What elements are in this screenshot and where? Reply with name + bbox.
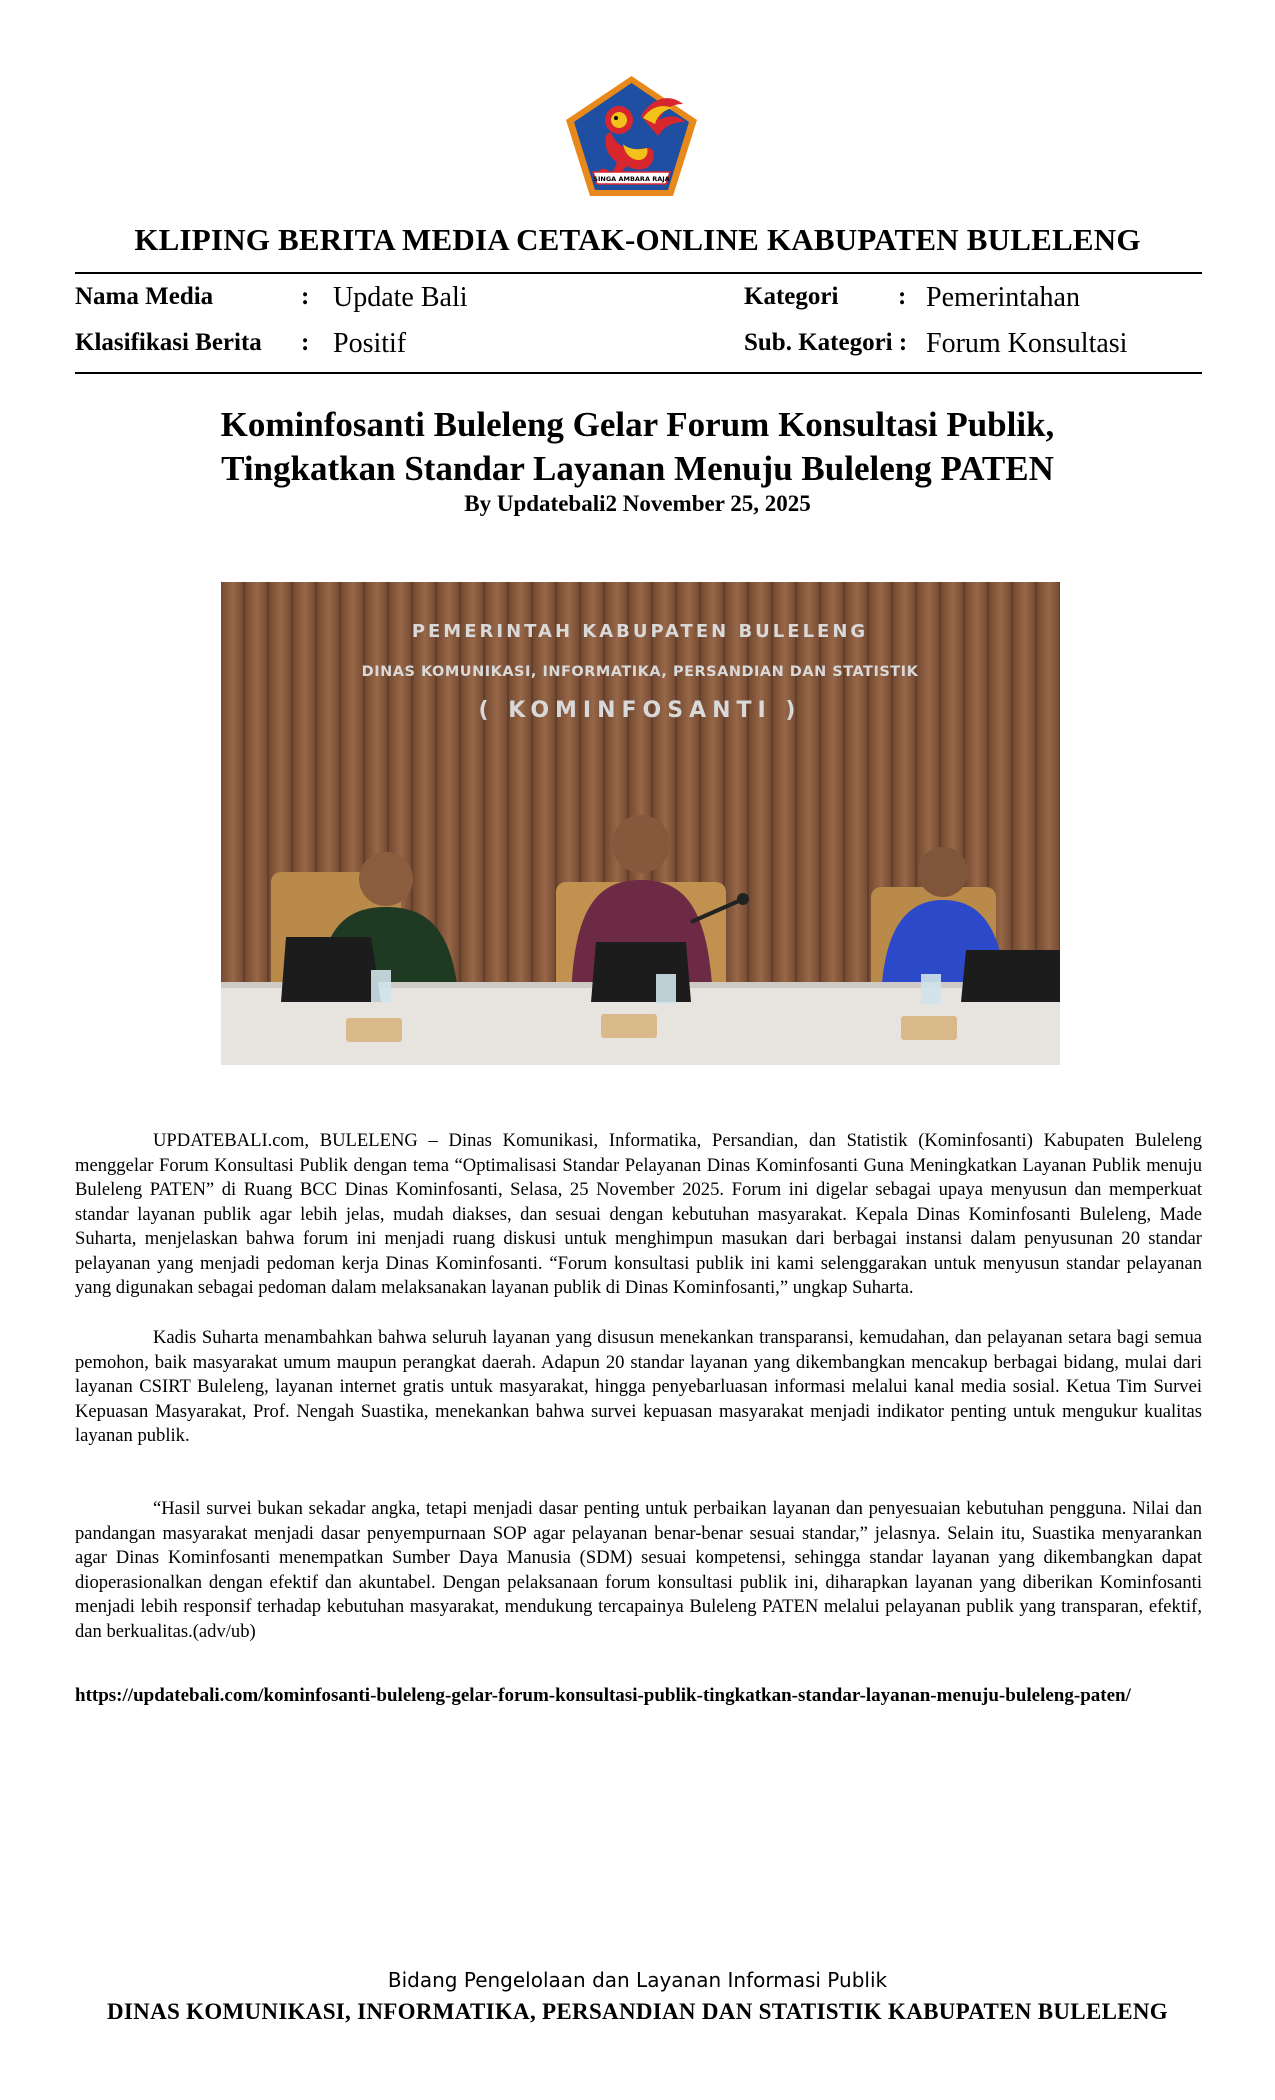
sub-category-value: Forum Konsultasi (926, 328, 1128, 359)
article-paragraph-3: “Hasil survei bukan sekadar angka, tetapi menjadi dasar penting untuk perbaikan layanan dan penyesuaian kebutuhan pengguna. Nilai dan pandangan masyarakat menjadi dasar penyempurnaan SOP agar pelayanan benar-benar sesuai standar,” jelasnya. Selain itu, Suastika menyarankan agar Dinas Kominfosanti menempatkan Sumber Daya Manusia (SDM) sesuai kompetensi, sehingga standar layanan yang dikembangkan dapat dioperasionalkan dengan efektif dan akuntabel. Dengan pelaksanaan forum konsultasi publik ini, diharapkan layanan yang diberikan Kominfosanti menjadi lebih responsif terhadap kebutuhan masyarakat, mendukung tercapainya Buleleng PATEN melalui pelayanan publik yang transparan, efektif, dan berkualitas.(adv/ub) (75, 1498, 1202, 1642)
article-photo (221, 582, 1060, 1065)
emblem-motto: SINGA AMBARA RAJA (593, 175, 670, 183)
category-value: Pemerintahan (926, 282, 1080, 313)
article-byline: By Updatebali2 November 25, 2025 (464, 491, 811, 516)
footer-agency-name: DINAS KOMUNIKASI, INFORMATIKA, PERSANDIAN DAN STATISTIK KABUPATEN BULELENG (107, 1999, 1168, 2024)
article-paragraph-1: UPDATEBALI.com, BULELENG – Dinas Komunikasi, Informatika, Persandian, dan Statistik (Kominfosanti) Kabupaten Buleleng menggelar Forum Konsultasi Publik dengan tema “Optimalisasi Standar Pelayanan Dinas Kominfosanti Guna Meningkatkan Layanan Publik menuju Buleleng PATEN” di Ruang BCC Dinas Kominfosanti, Selasa, 25 November 2025. Forum ini digelar sebagai upaya menyusun dan memperkuat standar layanan publik agar lebih jelas, mudah diakses, dan sesuai dengan kebutuhan masyarakat. Kepala Dinas Kominfosanti Buleleng, Made Suharta, menjelaskan bahwa forum ini menjadi ruang diskusi untuk menghimpun masukan dari berbagai instansi dalam penyusunan 20 standar pelayanan yang menjadi pedoman kerja Dinas Kominfosanti. “Forum konsultasi publik ini kami selenggarakan untuk menyusun standar pelayanan yang digunakan sebagai pedoman dalam melaksanakan layanan publik di Dinas Kominfosanti,” ungkap Suharta. (75, 1130, 1202, 1298)
category-label: Kategori (744, 283, 839, 310)
photo-sign-line-3: ( KOMINFOSANTI ) (478, 698, 802, 723)
header-rule-top (75, 272, 1202, 274)
buleleng-regency-emblem (563, 74, 700, 198)
news-classification-label: Klasifikasi Berita (75, 329, 262, 356)
photo-sign-line-1: PEMERINTAH KABUPATEN BULELENG (411, 621, 869, 642)
news-classification-value: Positif (333, 328, 407, 359)
headline-line-2: Tingkatkan Standar Layanan Menuju Buleleng PATEN (221, 449, 1054, 488)
media-name-label: Nama Media (75, 283, 214, 310)
media-name-value: Update Bali (333, 282, 468, 313)
article-paragraph-2: Kadis Suharta menambahkan bahwa seluruh layanan yang disusun menekankan transparansi, kemudahan, dan pelayanan setara bagi semua pemohon, baik masyarakat umum maupun perangkat daerah. Adapun 20 standar layanan yang dikembangkan mencakup berbagai bidang, mulai dari layanan CSIRT Buleleng, layanan internet gratis untuk masyarakat, hingga penyebarluasan informasi melalui kanal media sosial. Ketua Tim Survei Kepuasan Masyarakat, Prof. Nengah Suastika, menekankan bahwa survei kepuasan masyarakat menjadi indikator penting untuk mengukur kualitas layanan publik. (75, 1327, 1202, 1446)
news-classification-colon: : (301, 329, 310, 356)
article-headline (100, 403, 1175, 491)
footer-unit-name: Bidang Pengelolaan dan Layanan Informasi Publik (387, 1968, 888, 1992)
headline-line-1: Kominfosanti Buleleng Gelar Forum Konsultasi Publik, (220, 405, 1055, 444)
header-rule-bottom (75, 372, 1202, 374)
sub-category-label: Sub. Kategori : (744, 329, 908, 356)
source-url-link[interactable]: https://updatebali.com/kominfosanti-buleleng-gelar-forum-konsultasi-publik-tingkatkan-standar-layanan-menuju-buleleng-paten/ (75, 1685, 1131, 1706)
media-name-colon: : (301, 283, 310, 310)
page-title: KLIPING BERITA MEDIA CETAK-ONLINE KABUPATEN BULELENG (134, 222, 1141, 257)
category-colon: : (898, 283, 907, 310)
photo-sign-line-2: DINAS KOMUNIKASI, INFORMATIKA, PERSANDIAN DAN STATISTIK (361, 664, 919, 680)
